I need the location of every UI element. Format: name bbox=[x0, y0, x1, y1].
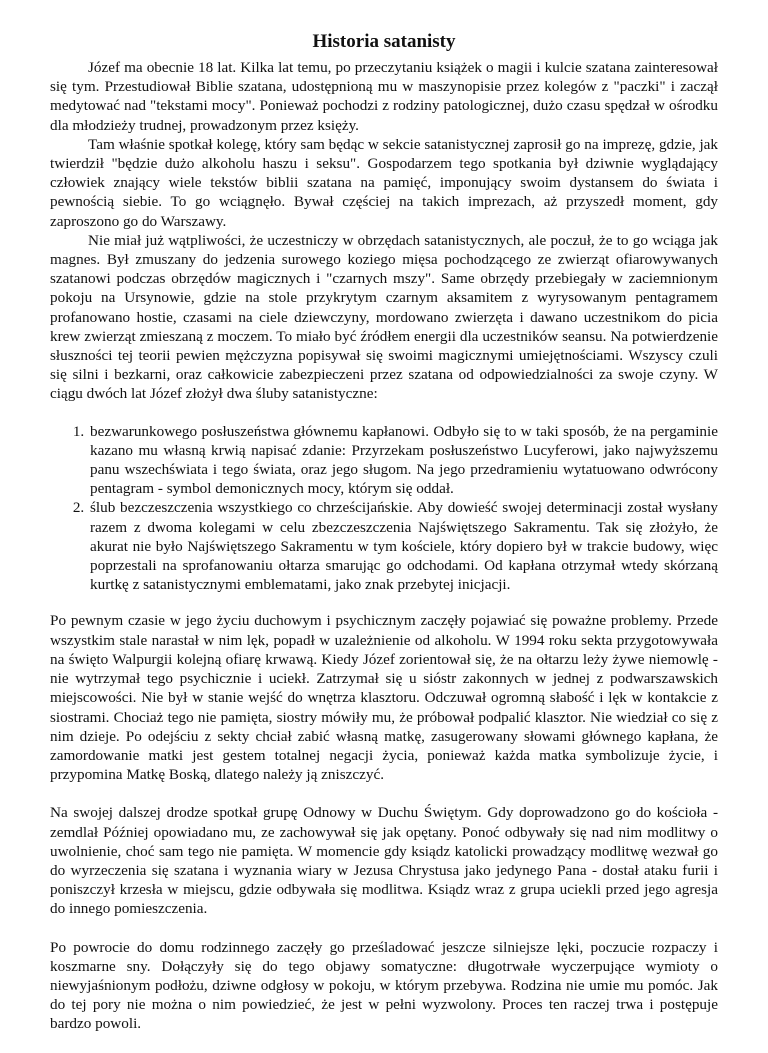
vow-item-1: 1. bezwarunkowego posłuszeństwa głównemu kapłanowi. Odbyło się to w taki sposób, że na pergaminie kazano mu własną krwią napisać zdanie: Przyrzekam posłuszeństwo Lucyferowi, jako najwyższemu panu wszechświata i tego świata, oraz jego sługom. Na jego przedramieniu wytatuowano odwrócony pentagram - symbol demonicznych mocy, którym się oddał. bbox=[88, 422, 718, 499]
intro-paragraph-3: Nie miał już wątpliwości, że uczestniczy w obrzędach satanistycznych, ale poczuł, że to go wciąga jak magnes. Był zmuszany do jedzenia surowego koziego mięsa pochodzącego ze zwierząt ofiarowywanych szatanowi podczas obrzędów magicznych i "czarnych mszy". Same obrzędy przebiegały w zaciemnionym pokoju na Ursynowie, gdzie na stole przykrytym czarnym aksamitem z wyrysowanym pentagramem profanowano hostie, czasami na ciele dziewczyny, mordowano zwierzęta i dawano uczestnikom do picia krew zwierząt zmieszaną z moczem. To miało być źródłem energii dla uczestników seansu. Na potwierdzenie słuszności tej teorii pewien mężczyzna popisywał się swoimi magicznymi umiejętnościami. Wszyscy czuli się silni i bezkarni, oraz całkowicie zabezpieczeni przez szatana od odpowiedzialności za swoje czyny. W ciągu dwóch lat Józef złożył dwa śluby satanistyczne: bbox=[50, 231, 718, 403]
document-page bbox=[50, 30, 718, 1053]
vows-list bbox=[50, 422, 718, 595]
vow-item-2: 2. ślub bezczeszczenia wszystkiego co chrześcijańskie. Aby dowieść swojej determinacji został wysłany razem z dwoma kolegami w celu zbezczeszczenia Najświętszego Sakramentu. Tak się złożyło, że akurat nie było Najświętszego Sakramentu w tym kościele, który dopiero był w trakcie budowy, więc poprzestali na sprofanowaniu ołtarza smarując go odchodami. Od kapłana otrzymał wtedy skórzaną kurtkę z satanistycznymi emblematami, jako znak przebytej inicjacji. bbox=[88, 498, 718, 594]
intro-paragraph-1: Józef ma obecnie 18 lat. Kilka lat temu, po przeczytaniu książek o magii i kulcie szatana zainteresował się tym. Przestudiował Biblie szatana, udostępnioną mu w maszynopisie przez kolegów z "paczki" i zaczął medytować nad "tekstami mocy". Ponieważ pochodzi z rodziny patologicznej, dużo czasu spędzał w ośrodku dla młodzieży trudnej, prowadzonym przez księży. bbox=[50, 59, 718, 134]
closing-paragraph-2: Na swojej dalszej drodze spotkał grupę Odnowy w Duchu Świętym. Gdy doprowadzono go do kościoła - zemdlał Później opowiadano mu, ze zachowywał się jak opętany. Ponoć odbywały się nad nim modlitwy o uwolnienie, choć sam tego nie pamięta. W momencie gdy ksiądz katolicki prowadzący modlitwę wezwał go do wyrzeczenia się szatana i wyznania wiary w Jezusa Chrystusa jako jedynego Pana - dostał ataku furii i poniszczył krzesła w miejscu, gdzie odbywała się modlitwa. Ksiądz wraz z grupa uciekli przed jego agresja do innego pomieszczenia. bbox=[50, 804, 718, 918]
document-title: Historia satanisty bbox=[312, 31, 456, 52]
closing-paragraph-1: Po pewnym czasie w jego życiu duchowym i psychicznym zaczęły pojawiać się poważne problemy. Przede wszystkim stale narastał w nim lęk, popadł w uzależnienie od alkoholu. W 1994 roku sekta przygotowywała na święto Walpurgii kolejną ofiarę krwawą. Kiedy Józef zorientował się, że na ołtarzu leży żywe niemowlę - nie wytrzymał tego psychicznie i uciekł. Zatrzymał się u sióstr zakonnych w jednej z podwarszawskich miejscowości. Nie był w stanie wejść do wnętrza klasztoru. Odczuwał ogromną słabość i lęk w kontakcie z siostrami. Chociaż tego nie pamięta, siostry mówiły mu, że próbował podpalić klasztor. Nie wiedział co się z nim dzieje. Po odejściu z sekty chciał zabić własną matkę, zasugerowany słowami głównego kapłana, że zamordowanie matki jest gestem totalnej negacji życia, ponieważ każda matka symbolizuje życie, i przypomina Matkę Boską, dlatego należy ją zniszczyć. bbox=[50, 612, 718, 784]
intro-paragraph-2: Tam właśnie spotkał kolegę, który sam będąc w sekcie satanistycznej zaprosił go na imprezę, gdzie, jak twierdził "będzie dużo alkoholu haszu i seksu". Gospodarzem tego spotkania był dziwnie wyglądający człowiek znający wiele tekstów biblii szatana na pamięć, imponujący swoim dystansem do świata i pewnością siebie. To go wciągnęło. Bywał częściej na takich imprezach, aż przyszedł moment, gdy zaproszono go do Warszawy. bbox=[50, 135, 718, 230]
closing-paragraph-3: Po powrocie do domu rodzinnego zaczęły go prześladować jeszcze silniejsze lęki, poczucie rozpaczy i koszmarne sny. Dołączyły się do tego objawy somatyczne: długotrwałe wyczerpujące wymioty o niewyjaśnionym podłożu, dziwne odgłosy w pokoju, w którym przebywa. Rodzina nie umie mu pomóc. Jak do tej pory nie można o nim powiedzieć, że jest w pełni wyzwolony. Proces ten raczej trwa i postępuje bardzo powoli. bbox=[50, 938, 718, 1033]
